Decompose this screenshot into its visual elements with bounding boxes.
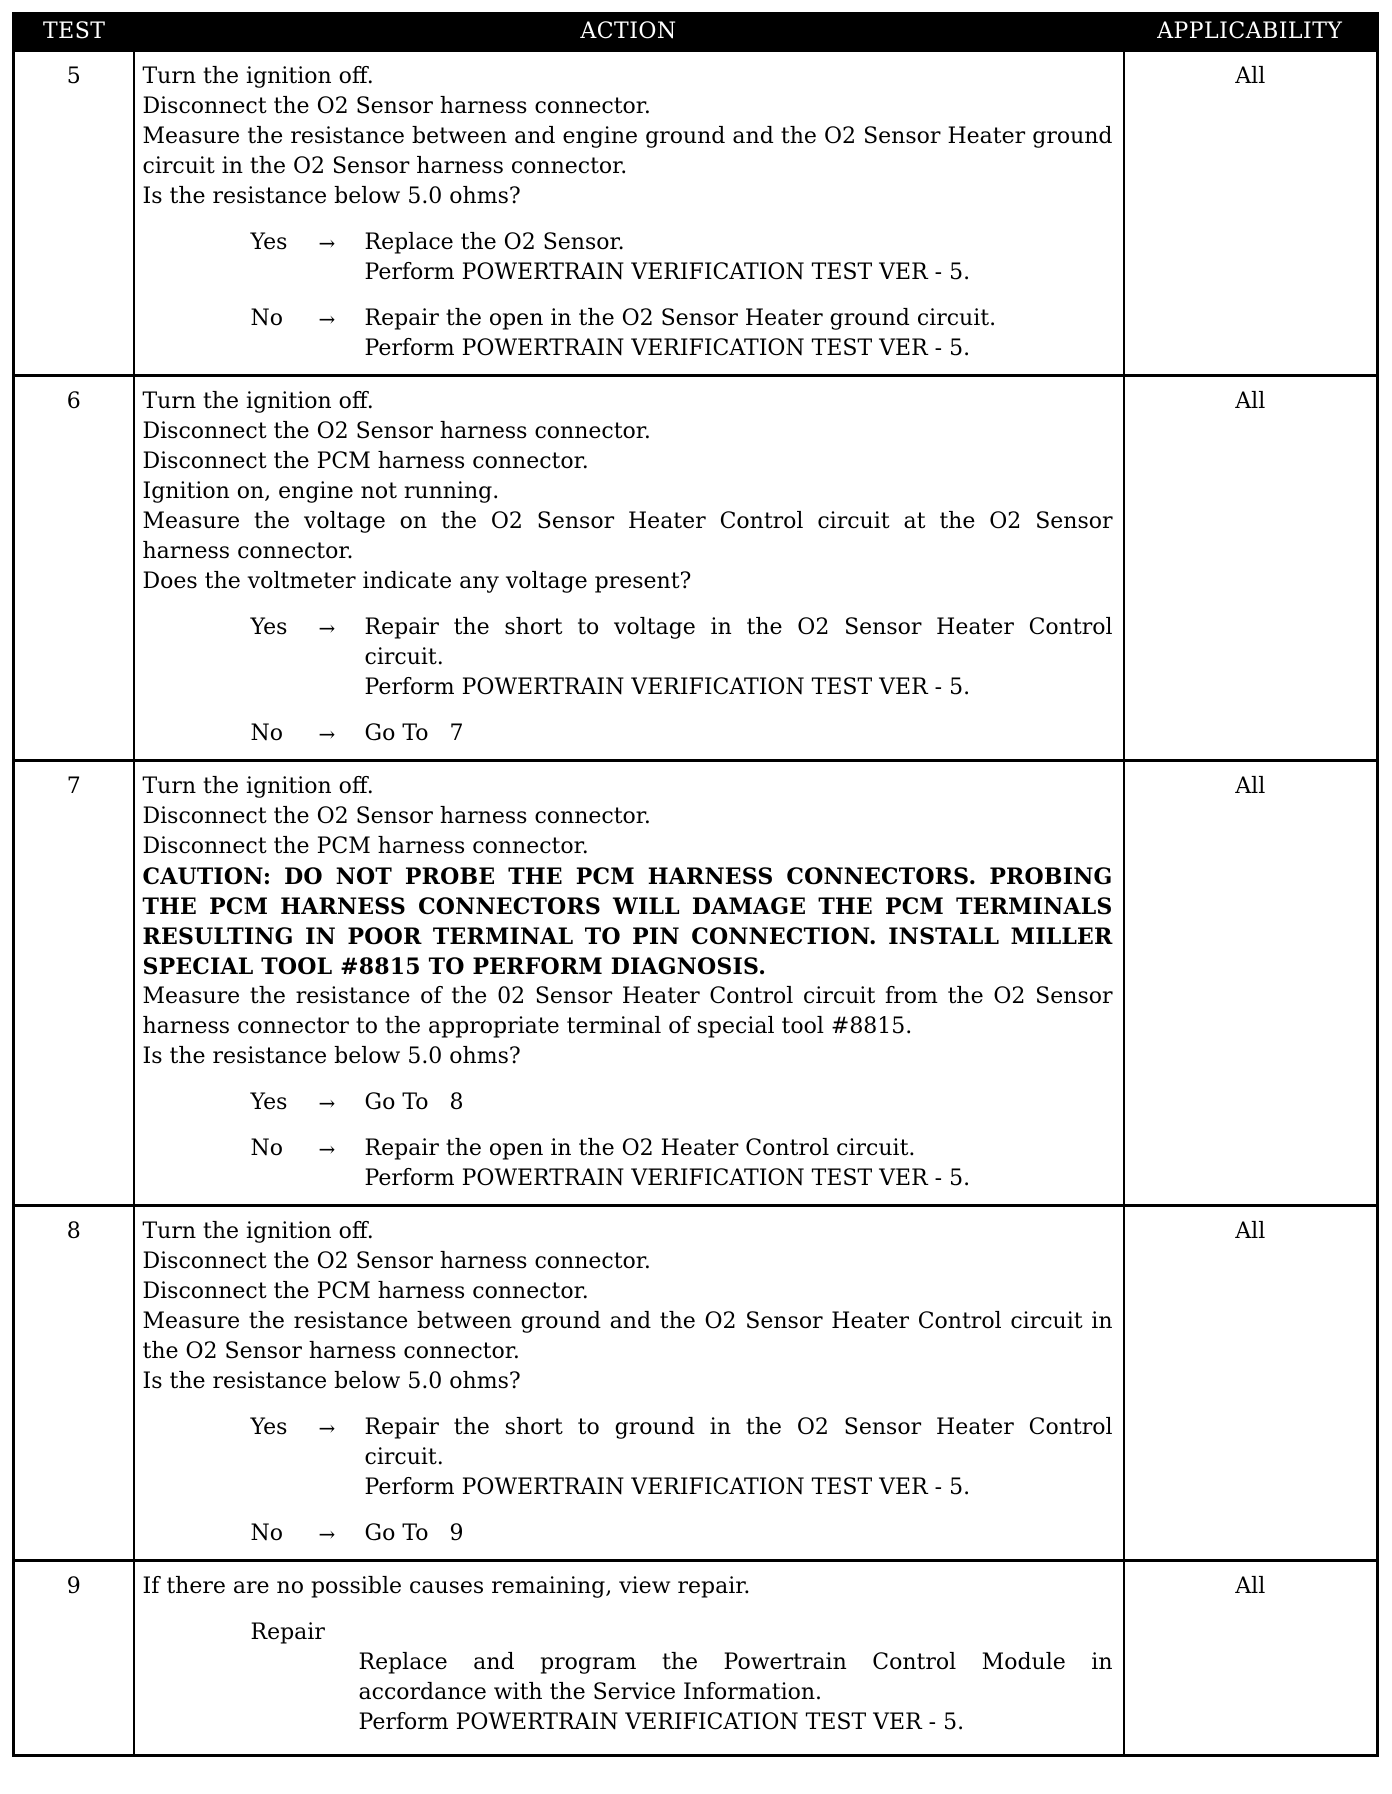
step: Disconnect the O2 Sensor harness connector. [142, 419, 651, 444]
step: Ignition on, engine not running. [142, 479, 500, 504]
test-number: 9 [14, 1561, 134, 1756]
yes-branch [143, 228, 1113, 288]
applicability-value: All [1124, 376, 1378, 761]
test-row-8 [14, 1206, 1378, 1561]
branch-line: Repair the short to voltage in the O2 Sensor Heater Control circuit. [364, 615, 1113, 670]
no-branch [143, 304, 1113, 364]
applicability-value: All [1124, 51, 1378, 376]
branch-line: Go To 9 [364, 1521, 464, 1546]
question: Is the resistance below 5.0 ohms? [142, 1369, 521, 1394]
question: Is the resistance below 5.0 ohms? [142, 1044, 521, 1069]
repair-line: Replace and program the Powertrain Control Module in accordance with the Service Information. [358, 1650, 1113, 1705]
arrow-right-icon: → [318, 616, 336, 640]
test-action [134, 1206, 1124, 1561]
branch-line: Go To 8 [364, 1090, 464, 1115]
arrow-right-icon: → [318, 1522, 336, 1546]
step: Turn the ignition off. [142, 64, 374, 89]
branch-line: Perform POWERTRAIN VERIFICATION TEST VER - 5. [364, 1166, 971, 1191]
step: If there are no possible causes remaining, view repair. [142, 1574, 751, 1599]
test-action [134, 376, 1124, 761]
diagnostic-sheet [12, 12, 1376, 1757]
arrow-right-icon: → [318, 1091, 336, 1115]
test-row-9 [14, 1561, 1378, 1756]
branch-line: Perform POWERTRAIN VERIFICATION TEST VER - 5. [364, 1475, 971, 1500]
test-action [134, 1561, 1124, 1756]
step: Disconnect the PCM harness connector. [142, 1279, 589, 1304]
arrow-right-icon: → [318, 1137, 336, 1161]
test-number: 8 [14, 1206, 134, 1561]
yes-branch [143, 1088, 1113, 1118]
header-action: ACTION [134, 14, 1124, 51]
step: Measure the resistance between ground and the O2 Sensor Heater Control circuit in the O2 Sensor harness connector. [142, 1309, 1113, 1364]
no-branch [143, 1519, 1113, 1549]
arrow-right-icon: → [318, 722, 336, 746]
step: Disconnect the O2 Sensor harness connector. [142, 94, 651, 119]
branch-line: Perform POWERTRAIN VERIFICATION TEST VER - 5. [364, 260, 971, 285]
branch-line: Perform POWERTRAIN VERIFICATION TEST VER - 5. [364, 675, 971, 700]
step: Turn the ignition off. [142, 389, 374, 414]
branch-line: Repair the short to ground in the O2 Sensor Heater Control circuit. [364, 1415, 1113, 1470]
step: Disconnect the O2 Sensor harness connector. [142, 804, 651, 829]
yes-branch [143, 613, 1113, 703]
test-row-7 [14, 761, 1378, 1206]
repair-block [143, 1618, 1113, 1738]
test-number: 7 [14, 761, 134, 1206]
no-branch [143, 719, 1113, 749]
branch-line: Perform POWERTRAIN VERIFICATION TEST VER - 5. [364, 336, 971, 361]
step: Turn the ignition off. [142, 1219, 374, 1244]
no-label: No [250, 306, 283, 331]
arrow-right-icon: → [318, 307, 336, 331]
caution-warning: CAUTION: DO NOT PROBE THE PCM HARNESS CONNECTORS. PROBING THE PCM HARNESS CONNECTORS WILL DAMAGE THE PCM TERMINALS RESULTING IN POOR TERMINAL TO PIN CONNECTION. INSTALL MILLER SPECIAL TOOL #8815 TO PERFORM DIAGNOSIS. [142, 864, 1113, 980]
applicability-value: All [1124, 1561, 1378, 1756]
repair-label: Repair [250, 1620, 325, 1645]
branch-line: Replace the O2 Sensor. [364, 230, 625, 255]
branch-line: Repair the open in the O2 Sensor Heater ground circuit. [364, 306, 997, 331]
no-label: No [250, 721, 283, 746]
applicability-value: All [1124, 761, 1378, 1206]
diagnostic-table [12, 12, 1379, 1757]
test-row-6 [14, 376, 1378, 761]
yes-label: Yes [250, 1090, 288, 1115]
test-action [134, 51, 1124, 376]
yes-label: Yes [250, 1415, 288, 1440]
test-action [134, 761, 1124, 1206]
arrow-right-icon: → [318, 231, 336, 255]
step: Disconnect the O2 Sensor harness connector. [142, 1249, 651, 1274]
test-number: 6 [14, 376, 134, 761]
no-label: No [250, 1521, 283, 1546]
branch-line: Repair the open in the O2 Heater Control circuit. [364, 1136, 916, 1161]
header-applicability: APPLICABILITY [1124, 14, 1378, 51]
header-test: TEST [14, 14, 134, 51]
step: Measure the resistance of the 02 Sensor Heater Control circuit from the O2 Sensor harness connector to the appropriate terminal of special tool #8815. [142, 984, 1113, 1039]
branch-line: Go To 7 [364, 721, 464, 746]
step: Disconnect the PCM harness connector. [142, 449, 589, 474]
step: Measure the resistance between and engine ground and the O2 Sensor Heater ground circuit in the O2 Sensor harness connector. [142, 124, 1113, 179]
yes-label: Yes [250, 230, 288, 255]
table-header-row [14, 14, 1378, 51]
yes-branch [143, 1413, 1113, 1503]
question: Does the voltmeter indicate any voltage present? [142, 569, 692, 594]
arrow-right-icon: → [318, 1416, 336, 1440]
no-label: No [250, 1136, 283, 1161]
no-branch [143, 1134, 1113, 1194]
test-row-5 [14, 51, 1378, 376]
test-number: 5 [14, 51, 134, 376]
step: Turn the ignition off. [142, 774, 374, 799]
applicability-value: All [1124, 1206, 1378, 1561]
step: Measure the voltage on the O2 Sensor Heater Control circuit at the O2 Sensor harness connector. [142, 509, 1113, 564]
yes-label: Yes [250, 615, 288, 640]
question: Is the resistance below 5.0 ohms? [142, 184, 521, 209]
repair-line: Perform POWERTRAIN VERIFICATION TEST VER - 5. [358, 1710, 965, 1735]
step: Disconnect the PCM harness connector. [142, 834, 589, 859]
